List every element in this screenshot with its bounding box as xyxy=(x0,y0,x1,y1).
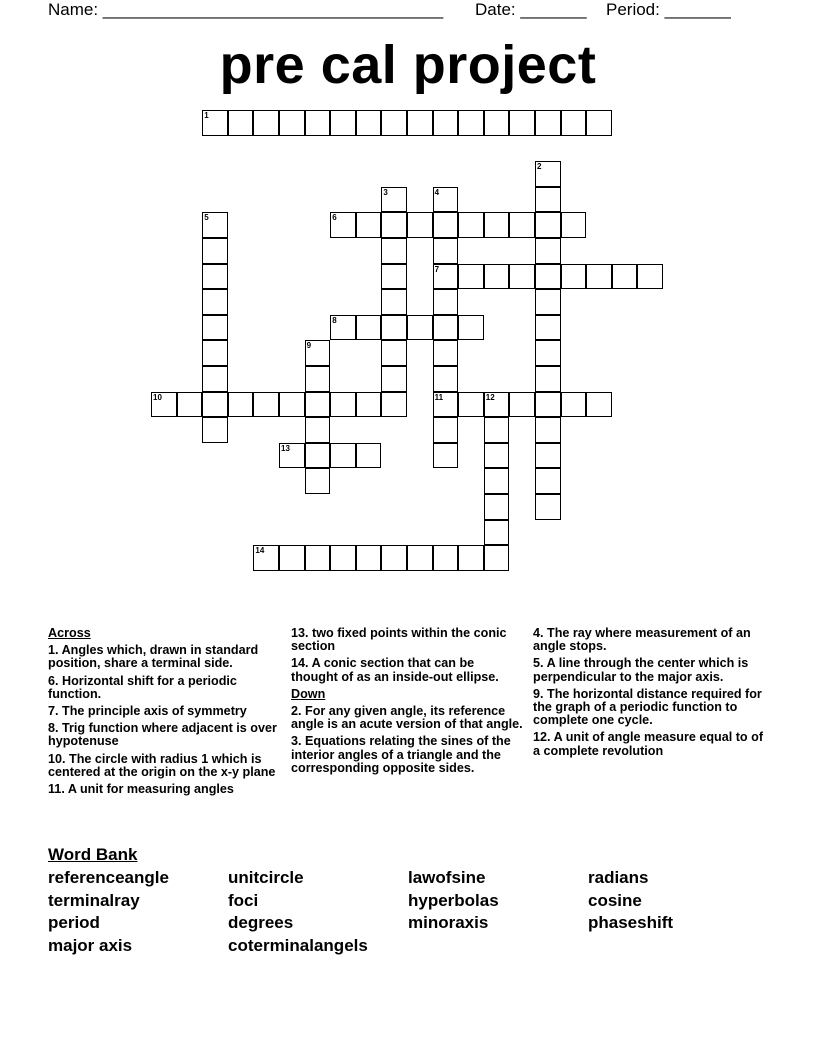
crossword-cell[interactable] xyxy=(330,545,356,571)
crossword-cell[interactable] xyxy=(535,315,561,341)
crossword-cell[interactable] xyxy=(509,392,535,418)
across-heading: Across xyxy=(48,626,91,640)
crossword-cell[interactable] xyxy=(356,110,382,136)
clue-number: 7 xyxy=(434,264,440,274)
crossword-cell[interactable] xyxy=(535,417,561,443)
crossword-cell[interactable] xyxy=(484,545,510,571)
clue-across-14: 14. A conic section that can be thought of as an inside-out ellipse. xyxy=(291,656,499,684)
clue-down-12: 12. A unit of angle measure equal to of a complete revolution xyxy=(533,730,764,758)
clue-across-6: 6. Horizontal shift for a periodic function. xyxy=(48,673,237,701)
crossword-cell[interactable] xyxy=(228,110,254,136)
clue-number: 8 xyxy=(332,315,337,325)
crossword-cell[interactable] xyxy=(484,468,510,494)
crossword-cell[interactable] xyxy=(381,238,407,264)
crossword-cell[interactable] xyxy=(356,315,382,341)
word-bank-item: coterminalangels xyxy=(228,936,368,955)
crossword-cell[interactable] xyxy=(407,212,433,238)
crossword-cell[interactable] xyxy=(202,366,228,392)
clue-down-5: 5. A line through the center which is perpendicular to the major axis. xyxy=(533,656,749,684)
crossword-cell[interactable] xyxy=(509,110,535,136)
crossword-cell[interactable] xyxy=(381,264,407,290)
crossword-cell[interactable] xyxy=(356,392,382,418)
clue-down-4: 4. The ray where measurement of an angle stops. xyxy=(533,626,751,654)
crossword-cell[interactable] xyxy=(535,443,561,469)
crossword-cell[interactable] xyxy=(433,443,459,469)
crossword-cell[interactable] xyxy=(509,212,535,238)
crossword-cell[interactable] xyxy=(407,315,433,341)
crossword-cell[interactable] xyxy=(407,545,433,571)
crossword-cell[interactable] xyxy=(381,289,407,315)
crossword-cell[interactable] xyxy=(458,212,484,238)
crossword-cell[interactable] xyxy=(381,110,407,136)
clue-column-1 xyxy=(48,627,280,800)
clue-number: 5 xyxy=(204,213,209,223)
crossword-cell[interactable] xyxy=(586,392,612,418)
word-bank-item: minoraxis xyxy=(408,913,489,932)
clue-across-13: 13. two fixed points within the conic section xyxy=(291,626,507,654)
crossword-cell[interactable] xyxy=(535,468,561,494)
clue-number: 10 xyxy=(153,392,162,402)
name-field-label: Name: ____________________________________ xyxy=(48,0,444,19)
crossword-cell[interactable] xyxy=(433,238,459,264)
clue-column-2 xyxy=(291,627,523,779)
crossword-cell[interactable] xyxy=(458,545,484,571)
crossword-cell[interactable] xyxy=(202,340,228,366)
crossword-cell[interactable] xyxy=(458,264,484,290)
clue-across-8: 8. Trig function where adjacent is over hypotenuse xyxy=(48,721,277,749)
crossword-cell[interactable] xyxy=(381,545,407,571)
period-field-label: Period: _______ xyxy=(606,0,731,19)
crossword-cell[interactable] xyxy=(458,392,484,418)
crossword-cell[interactable] xyxy=(305,366,331,392)
word-bank-item: referenceangle xyxy=(48,868,169,887)
crossword-cell[interactable] xyxy=(381,212,407,238)
crossword-cell[interactable] xyxy=(433,340,459,366)
crossword-cell[interactable] xyxy=(305,443,331,469)
clue-number: 11 xyxy=(434,392,444,402)
crossword-cell[interactable] xyxy=(535,494,561,520)
crossword-cell[interactable] xyxy=(407,110,433,136)
crossword-cell[interactable] xyxy=(535,264,561,290)
word-bank-item: unitcircle xyxy=(228,868,304,887)
crossword-cell[interactable] xyxy=(202,392,228,418)
word-bank-item: period xyxy=(48,913,100,932)
crossword-cell[interactable] xyxy=(433,315,459,341)
crossword-cell[interactable] xyxy=(433,110,459,136)
crossword-cell[interactable] xyxy=(535,187,561,213)
word-bank-item: phaseshift xyxy=(588,913,674,932)
clue-number: 4 xyxy=(434,187,440,197)
word-bank-item: major axis xyxy=(48,936,133,955)
crossword-cell[interactable] xyxy=(305,392,331,418)
crossword-cell[interactable] xyxy=(458,315,484,341)
crossword-cell[interactable] xyxy=(637,264,663,290)
crossword-cell[interactable] xyxy=(561,264,587,290)
word-bank-item: lawofsine xyxy=(408,868,486,887)
crossword-cell[interactable] xyxy=(202,264,228,290)
crossword-cell[interactable] xyxy=(535,289,561,315)
crossword-cell[interactable] xyxy=(202,289,228,315)
crossword-cell[interactable] xyxy=(433,212,459,238)
crossword-cell[interactable] xyxy=(202,315,228,341)
crossword-cell[interactable] xyxy=(279,110,305,136)
clue-number: 14 xyxy=(255,546,265,556)
crossword-cell[interactable] xyxy=(586,110,612,136)
crossword-cell[interactable] xyxy=(484,110,510,136)
crossword-cell[interactable] xyxy=(561,392,587,418)
clue-across-11: 11. A unit for measuring angles xyxy=(48,782,234,797)
crossword-cell[interactable] xyxy=(484,443,510,469)
crossword-cell[interactable] xyxy=(356,443,382,469)
crossword-cell[interactable] xyxy=(484,520,510,546)
word-bank-title: Word Bank xyxy=(48,845,138,864)
crossword-cell[interactable] xyxy=(228,392,254,418)
crossword-cell[interactable] xyxy=(330,392,356,418)
clue-across-7: 7. The principle axis of symmetry xyxy=(48,704,247,719)
clue-column-3 xyxy=(533,627,765,762)
crossword-cell[interactable] xyxy=(484,212,510,238)
date-field-label: Date: _______ xyxy=(475,0,587,19)
crossword-cell[interactable] xyxy=(202,417,228,443)
crossword-cell[interactable] xyxy=(330,443,356,469)
crossword-cell[interactable] xyxy=(561,212,587,238)
crossword-cell[interactable] xyxy=(305,110,331,136)
word-bank-item: foci xyxy=(228,891,259,910)
clue-number: 1 xyxy=(204,111,209,120)
crossword-cell[interactable] xyxy=(484,417,510,443)
clue-number: 12 xyxy=(485,392,495,402)
crossword-cell[interactable] xyxy=(253,110,279,136)
crossword-cell[interactable] xyxy=(381,315,407,341)
clue-number: 6 xyxy=(332,213,337,223)
crossword-cell[interactable] xyxy=(356,545,382,571)
crossword-cell[interactable] xyxy=(433,417,459,443)
crossword-cell[interactable] xyxy=(433,289,459,315)
clue-down-3: 3. Equations relating the sines of the interior angles of a triangle and the corresponding opposite sides. xyxy=(291,734,511,775)
clue-number: 9 xyxy=(306,341,312,351)
crossword-cell[interactable] xyxy=(305,468,331,494)
crossword-cell[interactable] xyxy=(433,545,459,571)
word-bank-item: cosine xyxy=(588,891,642,910)
crossword-cell[interactable] xyxy=(612,264,638,290)
word-bank-item: terminalray xyxy=(48,891,140,910)
crossword-cell[interactable] xyxy=(305,545,331,571)
page-title: pre cal project xyxy=(219,35,597,95)
crossword-cell[interactable] xyxy=(279,545,305,571)
crossword-cell[interactable] xyxy=(381,340,407,366)
crossword-cell[interactable] xyxy=(433,366,459,392)
clue-number: 13 xyxy=(281,443,290,453)
crossword-cell[interactable] xyxy=(279,392,305,418)
crossword-cell[interactable] xyxy=(330,110,356,136)
crossword-cell[interactable] xyxy=(177,392,203,418)
crossword-cell[interactable] xyxy=(484,494,510,520)
crossword-cell[interactable] xyxy=(535,366,561,392)
crossword-cell[interactable] xyxy=(561,110,587,136)
clue-down-2: 2. For any given angle, its reference angle is an acute version of that angle. xyxy=(291,704,523,732)
crossword-cell[interactable] xyxy=(586,264,612,290)
word-bank-item: hyperbolas xyxy=(408,891,499,910)
crossword-cell[interactable] xyxy=(535,110,561,136)
clue-number: 2 xyxy=(537,162,542,172)
crossword-cell[interactable] xyxy=(356,212,382,238)
crossword-cell[interactable] xyxy=(202,238,228,264)
crossword-cell[interactable] xyxy=(381,366,407,392)
crossword-cell[interactable] xyxy=(458,110,484,136)
clue-across-1: 1. Angles which, drawn in standard position, share a terminal side. xyxy=(48,643,259,671)
clue-number: 3 xyxy=(383,187,388,197)
crossword-cell[interactable] xyxy=(305,417,331,443)
word-bank-item: radians xyxy=(588,868,649,887)
clue-across-10: 10. The circle with radius 1 which is centered at the origin on the x-y plane xyxy=(48,751,276,779)
crossword-cell[interactable] xyxy=(535,392,561,418)
crossword-cell[interactable] xyxy=(535,238,561,264)
crossword-cell[interactable] xyxy=(381,392,407,418)
crossword-cell[interactable] xyxy=(535,340,561,366)
down-heading: Down xyxy=(291,686,326,701)
crossword-cell[interactable] xyxy=(535,212,561,238)
crossword-cell[interactable] xyxy=(484,264,510,290)
clue-down-9: 9. The horizontal distance required for the graph of a periodic function to complete one cycle. xyxy=(533,686,762,728)
crossword-cell[interactable] xyxy=(509,264,535,290)
word-bank-item: degrees xyxy=(228,913,294,932)
crossword-cell[interactable] xyxy=(253,392,279,418)
